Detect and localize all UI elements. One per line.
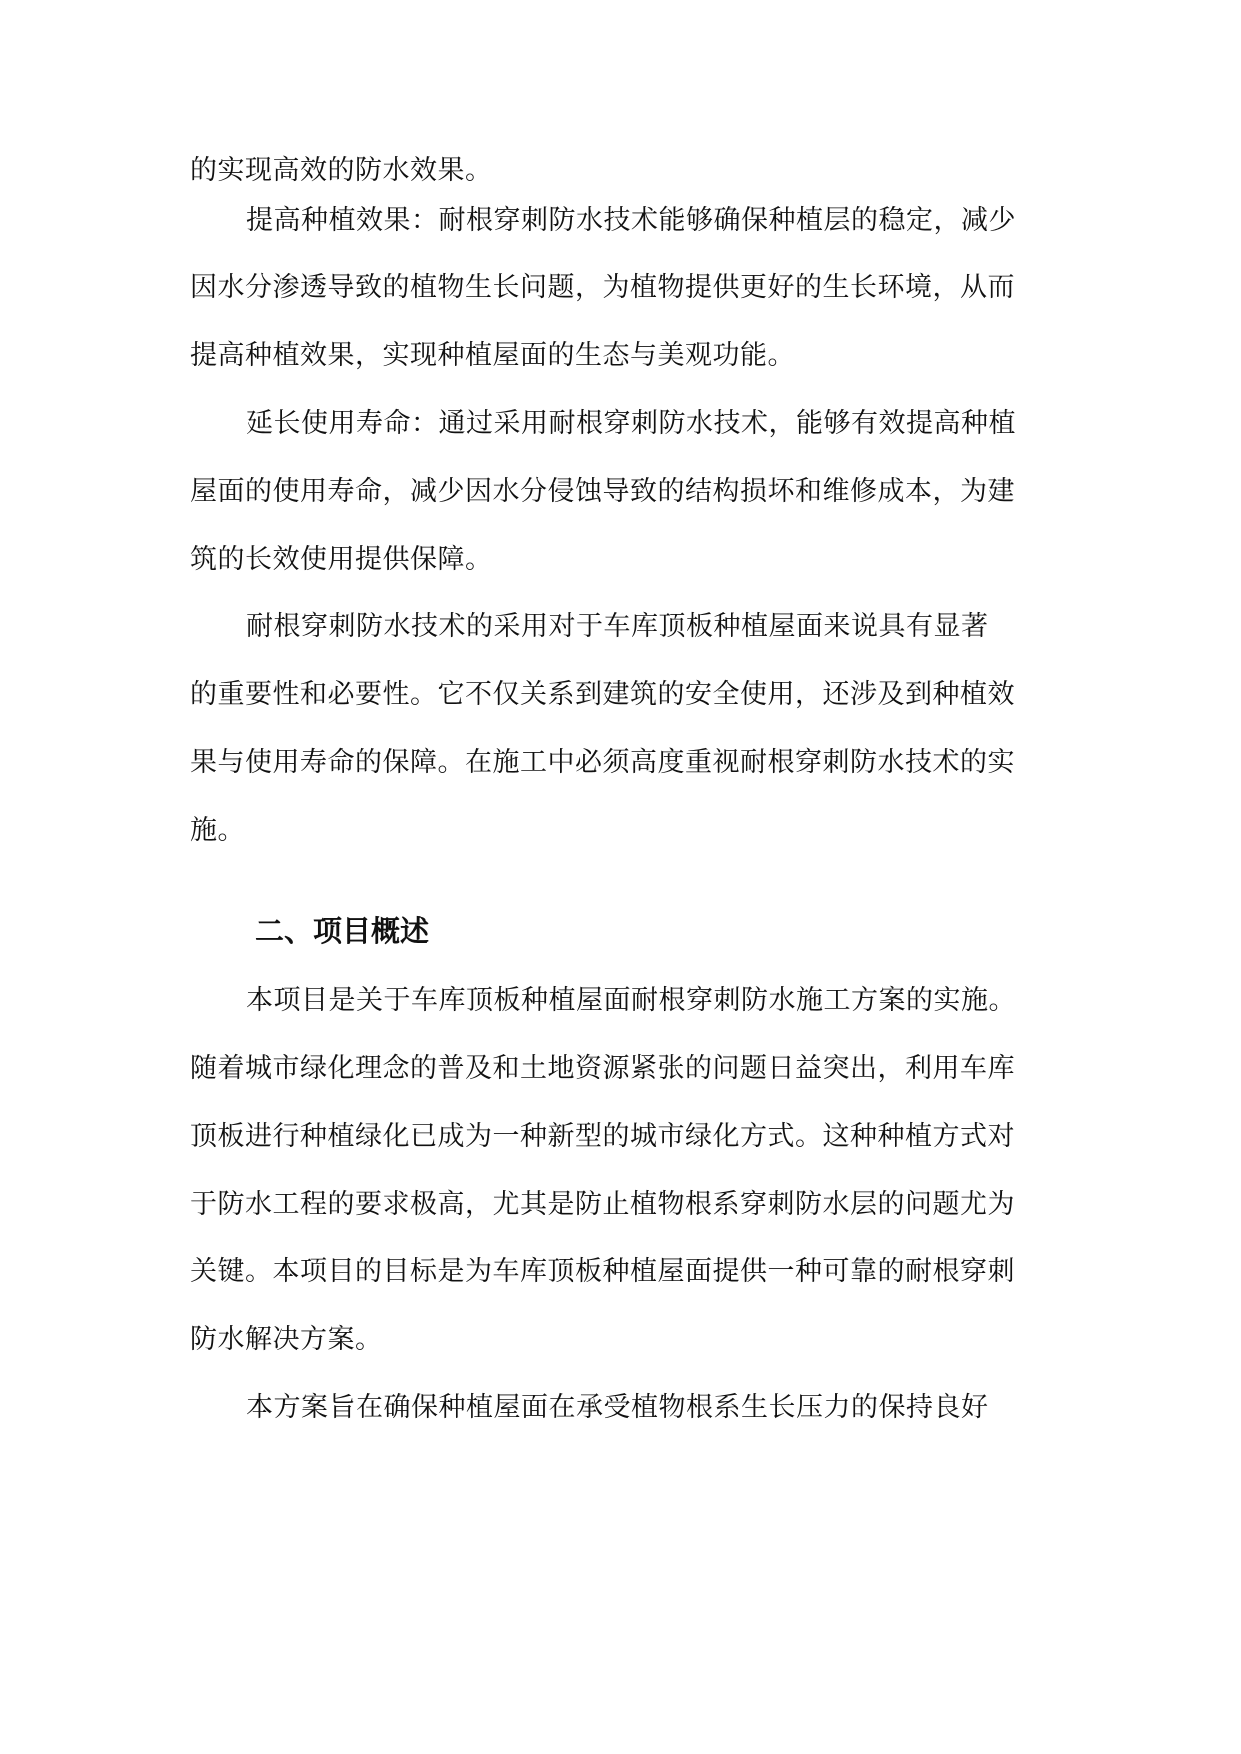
paragraph-line: 本项目是关于车库顶板种植屋面耐根穿刺防水施工方案的实施。 <box>246 985 1016 1016</box>
paragraph-line: 关键。本项目的目标是为车库顶板种植屋面提供一种可靠的耐根穿刺 <box>190 1256 1015 1287</box>
paragraph-line: 提高种植效果，实现种植屋面的生态与美观功能。 <box>190 340 795 371</box>
paragraph-line: 的实现高效的防水效果。 <box>190 155 493 186</box>
paragraph-line: 施。 <box>190 815 245 846</box>
paragraph-line: 随着城市绿化理念的普及和土地资源紧张的问题日益突出，利用车库 <box>190 1053 1015 1084</box>
paragraph-line: 顶板进行种植绿化已成为一种新型的城市绿化方式。这种种植方式对 <box>190 1121 1015 1152</box>
section-heading: 二、项目概述 <box>255 914 430 948</box>
paragraph-line: 于防水工程的要求极高，尤其是防止植物根系穿刺防水层的问题尤为 <box>190 1189 1015 1220</box>
paragraph-line: 延长使用寿命：通过采用耐根穿刺防水技术，能够有效提高种植 <box>246 408 1016 439</box>
paragraph-line: 提高种植效果：耐根穿刺防水技术能够确保种植层的稳定，减少 <box>246 205 1016 236</box>
paragraph-line: 防水解决方案。 <box>190 1324 383 1355</box>
paragraph-line: 筑的长效使用提供保障。 <box>190 544 493 575</box>
paragraph-line: 屋面的使用寿命，减少因水分侵蚀导致的结构损坏和维修成本，为建 <box>190 476 1015 507</box>
paragraph-line: 果与使用寿命的保障。在施工中必须高度重视耐根穿刺防水技术的实 <box>190 747 1015 778</box>
paragraph-line: 的重要性和必要性。它不仅关系到建筑的安全使用，还涉及到种植效 <box>190 679 1015 710</box>
paragraph-line: 因水分渗透导致的植物生长问题，为植物提供更好的生长环境，从而 <box>190 272 1015 303</box>
paragraph-line: 耐根穿刺防水技术的采用对于车库顶板种植屋面来说具有显著 <box>246 611 989 642</box>
paragraph-line: 本方案旨在确保种植屋面在承受植物根系生长压力的保持良好 <box>246 1392 989 1423</box>
